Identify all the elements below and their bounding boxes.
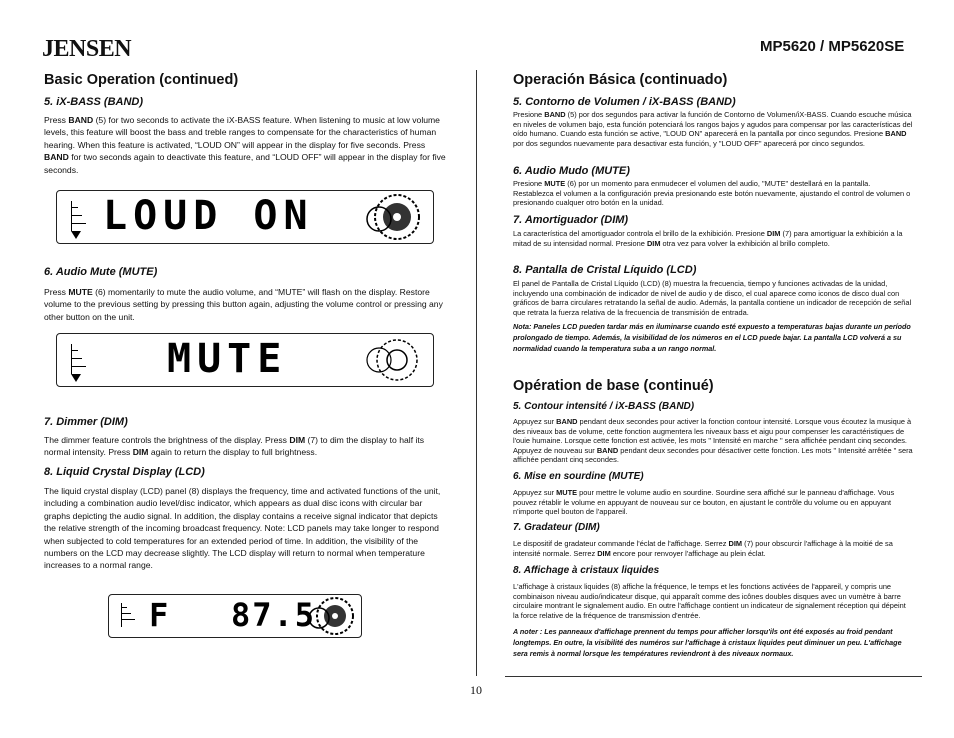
fr-mute-heading: 6. Mise en sourdine (MUTE): [513, 471, 644, 482]
en-ixbass-heading: 5. iX-BASS (BAND): [44, 96, 144, 108]
es-section-title: Operación Básica (continuado): [513, 72, 728, 88]
lcd-mute-illustration: [56, 333, 434, 387]
fr-ixbass-heading: 5. Contour intensité / iX-BASS (BAND): [513, 401, 695, 412]
disc-icon: [357, 191, 433, 243]
signal-bars-icon: [121, 603, 138, 627]
signal-bars-icon: [71, 201, 88, 231]
es-lcd-note: Nota: Paneles LCD pueden tardar más en iluminarse cuando esté expuesto a temperaturas bajas durante un período prolongado de tiempo. Además, la visibilidad de los números en el LCD puede bajar. La pantalla LCD volverá a su normalidad cuando la temperatura suba a un rango normal.: [513, 322, 911, 353]
en-mute-heading: 6. Audio Mute (MUTE): [44, 266, 158, 278]
column-divider: [476, 70, 477, 676]
en-lcd-heading: 8. Liquid Crystal Display (LCD): [44, 466, 205, 478]
lcd-text: LOUD ON: [103, 193, 314, 239]
fr-dimmer-text: Le dispositif de gradateur commande l'éclat de l'affichage. Serrez DIM (7) pour obscurcir l'affichage à la moitié de sa intensité normale. Serrez DIM encore pour renvoyer l'affichage au plein éclat.: [513, 539, 893, 558]
brand-logo: JENSEN: [42, 36, 132, 62]
es-lcd-heading: 8. Pantalla de Cristal Líquido (LCD): [513, 264, 697, 276]
signal-bars-icon: [71, 344, 88, 374]
en-section-title: Basic Operation (continued): [44, 72, 239, 88]
model-number: MP5620 / MP5620SE: [760, 38, 905, 55]
lcd-text: MUTE: [167, 336, 288, 382]
fr-dimmer-heading: 7. Gradateur (DIM): [513, 522, 600, 533]
es-ixbass-heading: 5. Contorno de Volumen / iX-BASS (BAND): [513, 96, 736, 108]
es-ixbass-text: Presione BAND (5) por dos segundos para activar la función de Contorno de Volumen/iX-BASS. Cuando escuche música en niveles de volumen bajo, esta función potenciará los rangos bajos y agudos para compensar por las características del oído humano. Cuando esta función se active, "LOUD ON" aparecerá en la pantalla por cinco segundos. Presione BAND por dos segundos nuevamente para desactivar esta función, y "LOUD OFF" aparecerá por cinco segundos.: [513, 110, 913, 148]
triangle-indicator-icon: [71, 231, 81, 239]
en-ixbass-text: Press BAND (5) for two seconds to activate the iX-BASS feature. When listening to music at low volume levels, this feature will boost the bass and treble ranges to compensate for the characteristics of human hearing. When this feature is activated, “LOUD ON” will appear in the display for five seconds. Press BAND for two seconds again to deactivate this feature, and “LOUD OFF” will appear in the display for five seconds.: [44, 115, 446, 175]
es-dimmer-text: La característica del amortiguador controla el brillo de la exhibición. Presione DIM (7) para amortiguar la exhibición a la mitad de su intensidad normal. Presione DIM otra vez para volver la exhibición al brillo completo.: [513, 229, 903, 248]
en-dimmer-heading: 7. Dimmer (DIM): [44, 416, 128, 428]
es-lcd-text: El panel de Pantalla de Cristal Líquido (LCD) (8) muestra la frecuencia, tiempo y funciones activadas de la unidad, incluyendo una combinación de indicador de nivel de audio y de disco, el cual aparece como iconos de disco dual con gráficos de barra circulares retratando la señal de audio. Además, la pantalla contiene un indicador de recepción de señal que retrata la fuerza relativa de la frecuencia de transmisión de entrada.: [513, 279, 912, 317]
fr-mute-text: Appuyez sur MUTE pour mettre le volume audio en sourdine. Sourdine sera affiché sur le panneau d'affichage. Vous pouvez rétablir le volume en appuyant de nouveau sur ce bouton, en ajustant le contrôle du volume ou en appuyant n'importe quel bouton de l'appareil.: [513, 488, 895, 517]
fr-section-title: Opération de base (continué): [513, 378, 714, 394]
fr-lcd-text: L'affichage à cristaux liquides (8) affiche la fréquence, le temps et les fonctions activées de l'appareil, y compris une combinaison niveau audio/indicateur disque, qui apparaît comme des icônes doubles disques avec un vumètre à barre circulaire montrant le signalement audio. En outre l'affichage contient un indicateur de signalement réception qui dépeint la force relative de la fréquence de transmission d'entrée.: [513, 582, 906, 620]
footer-rule: [505, 676, 922, 677]
disc-icon: [357, 334, 433, 386]
en-lcd-text: The liquid crystal display (LCD) panel (8) displays the frequency, time and activated functions of the unit, including a combination audio level/disc indicator, which appears as dual disc icons with circular bar graphs depicting the audio signal. In addition, the display contains a receive signal indicator that depicts the relative strength of the incoming broadcast frequency. Note: LCD panels may take longer to respond when subjected to cold temperatures for an extended period of time. In addition, the visibility of the numbers on the LCD may decrease slightly. The LCD display will return to normal when temperature increases to a normal range.: [44, 486, 441, 571]
fr-lcd-note: A noter : Les panneaux d'affichage prennent du temps pour afficher lorsqu'ils ont été exposés au froid pendant longtemps. En outre, la visibilité des numéros sur l'affichage à cristaux liquides peut diminuer un peu. L'affichage sera remis à normal lorsque les températures reviendront à des niveaux normaux.: [513, 627, 902, 658]
disc-icon: [303, 595, 361, 637]
triangle-indicator-icon: [71, 374, 81, 382]
en-dimmer-text: The dimmer feature controls the brightness of the display. Press DIM (7) to dim the display to half its normal intensity. Press DIM again to return the display to full brightness.: [44, 435, 425, 458]
lcd-loud-on-illustration: [56, 190, 434, 244]
fr-ixbass-text: Appuyez sur BAND pendant deux secondes pour activer la fonction contour intensité. Lorsque vous écoutez la musique à des niveaux bas de volume, cette fonction augmentera les niveaux bass et aigu pour compenser les caractéristiques de l'ouie humaine. Lorsque cette fonction est activée, les mots " Intensité en marche " sera affichée pendant cinq secondes. Appuyez de nouveau sur BAND pendant deux secondes pour désactiver cette fonction. Les mots " Intensité arrêtée " sera affichée pendant cinq secondes.: [513, 417, 913, 465]
fr-lcd-heading: 8. Affichage à cristaux liquides: [513, 565, 660, 576]
es-mute-text: Presione MUTE (6) por un momento para enmudecer el volumen del audio, "MUTE" destellará en la pantalla. Restablezca el volumen a la configuración previa presionando este botón nuevamente, ajustando el control de volumen o presionando cualquer otro botón en la unidad.: [513, 179, 911, 208]
es-mute-heading: 6. Audio Mudo (MUTE): [513, 165, 630, 177]
lcd-band-text: F: [149, 596, 175, 634]
lcd-frequency-illustration: [108, 594, 362, 638]
page-number: 10: [470, 683, 482, 697]
en-mute-text: Press MUTE (6) momentarily to mute the audio volume, and “MUTE” will flash on the display. Restore volume to the previous setting by pressing this button again, adjusting the volume control or pressing any other button on the unit.: [44, 287, 443, 322]
es-dimmer-heading: 7. Amortiguador (DIM): [513, 214, 629, 226]
lcd-frequency-text: 87.5: [231, 596, 317, 634]
